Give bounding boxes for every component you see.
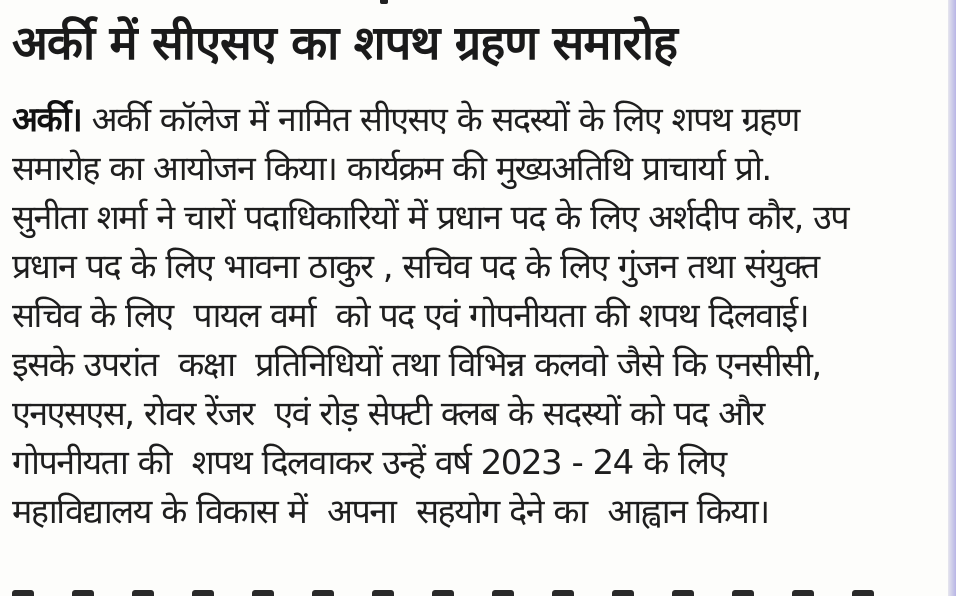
article-line-3: सुनीता शर्मा ने चारों पदाधिकारियों में प्रधान पद के लिए अर्शदीप कौर, उप [12,198,849,238]
article-line-5: सचिव के लिए पायल वर्मा को पद एवं गोपनीयता की शपथ दिलवाई। [12,296,809,336]
article-line-9: महाविद्यालय के विकास में अपना सहयोग देने का आह्वान किया। [12,492,769,532]
article-line-4: प्रधान पद के लिए भावना ठाकुर , सचिव पद के लिए गुंजन तथा संयुक्त [12,247,819,287]
page-edge-shadow [948,0,956,596]
article-line-8: गोपनीयता की शपथ दिलवाकर उन्हें वर्ष 2023 - 24 के लिए [12,443,726,483]
cropped-next-line [12,584,942,596]
article-line-6: इसके उपरांत कक्षा प्रतिनिधियों तथा विभिन्न कलवो जैसे कि एनसीसी, [12,345,821,385]
article-line-text: अर्की कॉलेज में नामित सीएसए के सदस्यों के लिए शपथ ग्रहण [81,100,799,140]
article-line-1 [12,96,942,145]
article-line-7: एनएसएस, रोवर रेंजर एवं रोड़ सेफ्टी क्लब के सदस्यों को पद और [12,394,764,434]
article-body [12,96,942,537]
cropped-text-fragment [380,0,388,4]
dateline: अर्की। [12,100,82,140]
headline: अर्की में सीएसए का शपथ ग्रहण समारोह [12,16,677,71]
article-line-2: समारोह का आयोजन किया। कार्यक्रम की मुख्यअतिथि प्राचार्या प्रो. [12,149,771,189]
